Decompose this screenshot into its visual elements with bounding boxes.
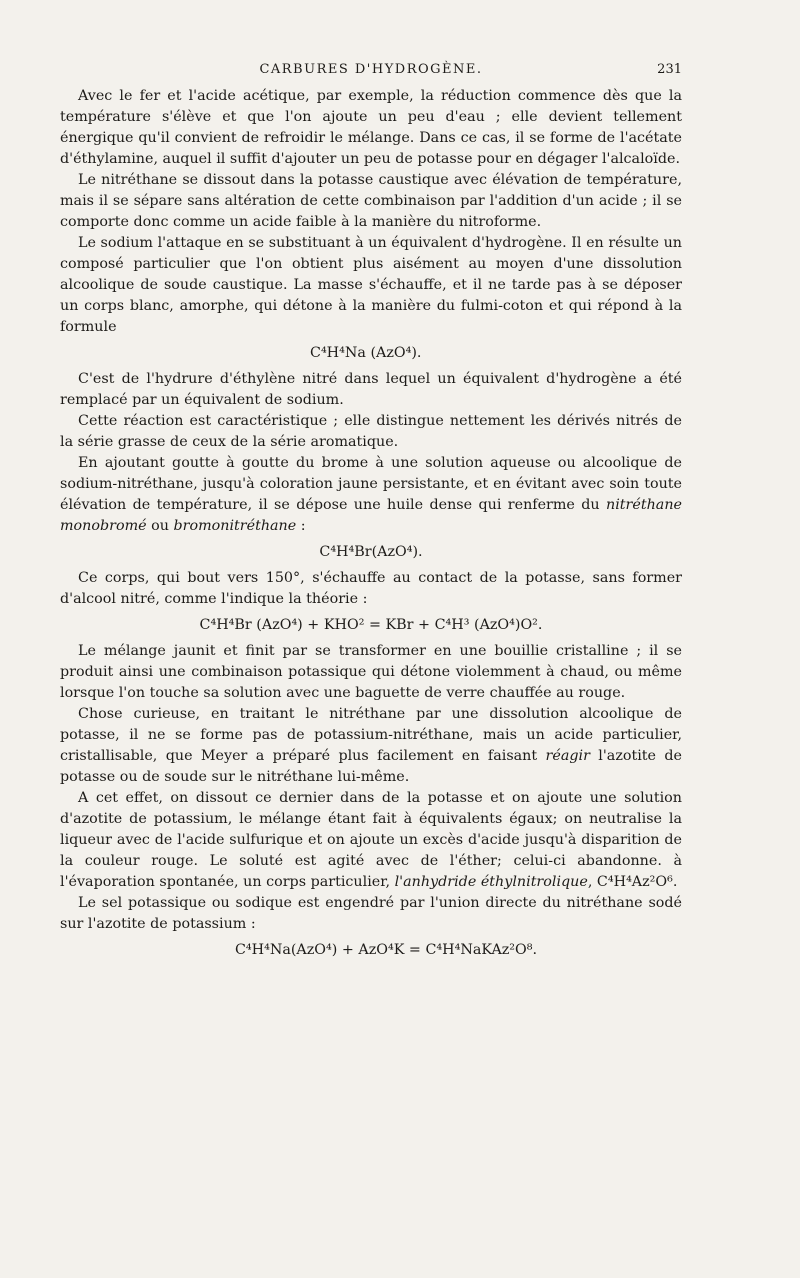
text-run: ou xyxy=(146,518,174,534)
paragraph: Cette réaction est caractéristique ; elle distingue nettement les dérivés nitrés de la série grasse de ceux de la série aromatique. xyxy=(60,413,682,450)
page-header xyxy=(60,62,682,84)
text-run: , C⁴H⁴Az²O⁶. xyxy=(587,874,678,890)
text-run: Chose curieuse, en traitant le nitréthane par une dissolution alcoolique de potasse, il ne se forme pas de potassium-nitréthane, mais un acide particulier, cristallisable, que Meyer a préparé plus facilement en faisant xyxy=(60,706,682,764)
italic-term: nitréthane monobromé xyxy=(60,497,682,534)
paragraph xyxy=(60,704,682,788)
paragraph: Le nitréthane se dissout dans la potasse caustique avec élévation de température, mais il se sépare sans altération de cette combinaison par l'addition d'un acide ; il se comporte donc comme un acide faible à la manière du nitroforme. xyxy=(60,172,682,230)
italic-term: bromonitréthane xyxy=(173,518,297,534)
italic-term: réagir xyxy=(545,748,590,764)
chemical-equation: C⁴H⁴Br (AzO⁴) + KHO² = KBr + C⁴H³ (AzO⁴)O². xyxy=(199,617,543,633)
paragraph: Le sodium l'attaque en se substituant à un équivalent d'hydrogène. Il en résulte un composé particulier que l'on obtient plus aisément au moyen d'une dissolution alcoolique de soude caustique. La masse s'échauffe, et il ne tarde pas à se déposer un corps blanc, amorphe, qui détone à la manière du fulmi-coton et qui répond à la formule xyxy=(60,235,682,335)
paragraph: Le sel potassique ou sodique est engendré par l'union directe du nitréthane sodé sur l'azotite de potassium : xyxy=(60,895,682,932)
chemical-equation: C⁴H⁴Na(AzO⁴) + AzO⁴K = C⁴H⁴NaKAz²O⁸. xyxy=(234,942,538,958)
text-run: : xyxy=(296,518,306,534)
paragraph: Le mélange jaunit et finit par se transformer en une bouillie cristalline ; il se produit ainsi une combinaison potassique qui détone violemment à chaud, ou même lorsque l'on touche sa solution avec une baguette de verre chauffée au rouge. xyxy=(60,643,682,701)
paragraph: Ce corps, qui bout vers 150°, s'échauffe au contact de la potasse, sans former d'alcool nitré, comme l'indique la théorie : xyxy=(60,570,682,607)
chemical-formula: C⁴H⁴Na (AzO⁴). xyxy=(310,345,422,361)
italic-term: l'anhydride éthylnitrolique xyxy=(394,874,588,890)
page-number: 231 xyxy=(657,62,682,77)
text-run: En ajoutant goutte à goutte du brome à une solution aqueuse ou alcoolique de sodium-nitréthane, jusqu'à coloration jaune persistante, et en évitant avec soin toute élévation de température, il se dépose une huile dense qui renferme du xyxy=(60,455,682,513)
text-run: A cet effet, on dissout ce dernier dans de la potasse et on ajoute une solution d'azotite de potassium, le mélange étant fait à équivalents égaux; on neutralise la liqueur avec de l'acide sulfurique et on ajoute un excès d'acide jusqu'à disparition de la couleur rouge. Le soluté est agité avec de l'éther; celui-ci abandonne. à l'évaporation spontanée, un corps particulier, xyxy=(60,790,682,890)
running-title: CARBURES D'HYDROGÈNE. xyxy=(259,62,483,77)
text-run: l'azotite de potasse ou de soude sur le nitréthane lui-même. xyxy=(60,748,682,785)
body-text xyxy=(60,86,682,966)
chemical-formula: C⁴H⁴Br(AzO⁴). xyxy=(319,544,423,560)
paragraph: C'est de l'hydrure d'éthylène nitré dans lequel un équivalent d'hydrogène a été remplacé par un équivalent de sodium. xyxy=(60,371,682,408)
paragraph: Avec le fer et l'acide acétique, par exemple, la réduction commence dès que la température s'élève et que l'on ajoute un peu d'eau ; elle devient tellement énergique qu'il convient de refroidir le mélange. Dans ce cas, il se forme de l'acétate d'éthylamine, auquel il suffit d'ajouter un peu de potasse pour en dégager l'alcaloïde. xyxy=(60,88,682,167)
paragraph xyxy=(60,453,682,537)
paragraph xyxy=(60,788,682,893)
